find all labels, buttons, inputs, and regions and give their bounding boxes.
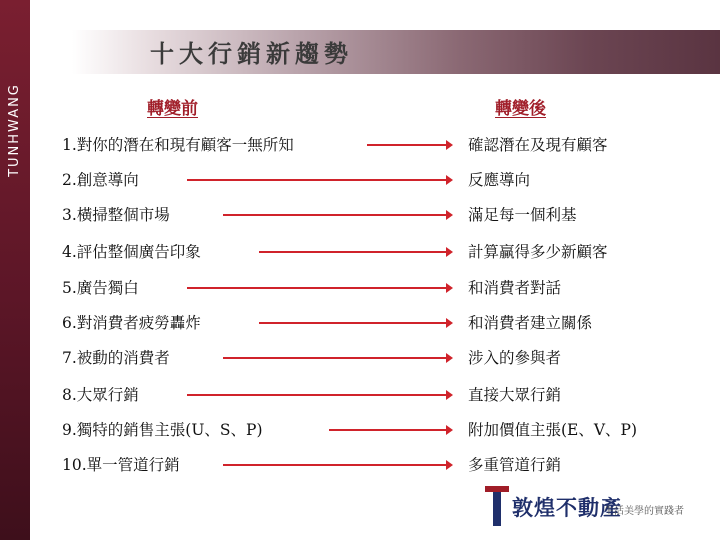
row-after-text: 和消費者對話 [468, 279, 562, 297]
logo-tagline: 生活美學的實踐者 [604, 506, 684, 517]
row-before-text: 8.大眾行銷 [62, 386, 139, 404]
sidebar-brand-text: TUNHWANG [7, 83, 22, 177]
row-after-text: 確認潛在及現有顧客 [468, 136, 608, 154]
row-after-text: 附加價值主張(E、V、P) [468, 421, 638, 439]
row-before-text: 2.創意導向 [62, 171, 139, 189]
row-before-text: 5.廣告獨白 [62, 279, 139, 297]
company-logo [484, 484, 720, 534]
row-before-text: 1.對你的潛在和現有顧客一無所知 [62, 136, 294, 154]
column-heading-after: 轉變後 [495, 99, 546, 119]
arrow-right-icon [366, 139, 454, 151]
row-before-text: 7.被動的消費者 [62, 349, 170, 367]
row-before-text: 6.對消費者疲勞轟炸 [62, 314, 201, 332]
logo-mark-icon [484, 484, 510, 528]
row-after-text: 滿足每一個利基 [468, 206, 577, 224]
row-after-text: 反應導向 [468, 171, 531, 189]
row-after-text: 直接大眾行銷 [468, 386, 562, 404]
row-after-text: 計算贏得多少新顧客 [468, 243, 608, 261]
arrow-right-icon [258, 246, 454, 258]
column-heading-before: 轉變前 [147, 99, 198, 119]
row-before-text: 9.獨特的銷售主張(U、S、P) [62, 421, 263, 439]
row-after-text: 和消費者建立關係 [468, 314, 593, 332]
comparison-row [0, 344, 720, 372]
comparison-row [0, 166, 720, 194]
arrow-right-icon [328, 424, 454, 436]
comparison-row [0, 274, 720, 302]
row-after-text: 涉入的參與者 [468, 349, 562, 367]
row-before-text: 4.評估整個廣告印象 [62, 243, 201, 261]
comparison-row [0, 201, 720, 229]
logo-name: 敦煌不動產 [512, 496, 622, 520]
arrow-right-icon [186, 389, 454, 401]
comparison-row [0, 309, 720, 337]
row-before-text: 10.單一管道行銷 [62, 456, 180, 474]
page-title: 十大行銷新趨勢 [150, 40, 353, 68]
arrow-right-icon [222, 352, 454, 364]
arrow-right-icon [186, 174, 454, 186]
row-after-text: 多重管道行銷 [468, 456, 562, 474]
arrow-right-icon [186, 282, 454, 294]
arrow-right-icon [258, 317, 454, 329]
comparison-row [0, 131, 720, 159]
comparison-row [0, 451, 720, 479]
comparison-row [0, 238, 720, 266]
comparison-row [0, 381, 720, 409]
arrow-right-icon [222, 459, 454, 471]
comparison-row [0, 416, 720, 444]
row-before-text: 3.橫掃整個市場 [62, 206, 170, 224]
arrow-right-icon [222, 209, 454, 221]
